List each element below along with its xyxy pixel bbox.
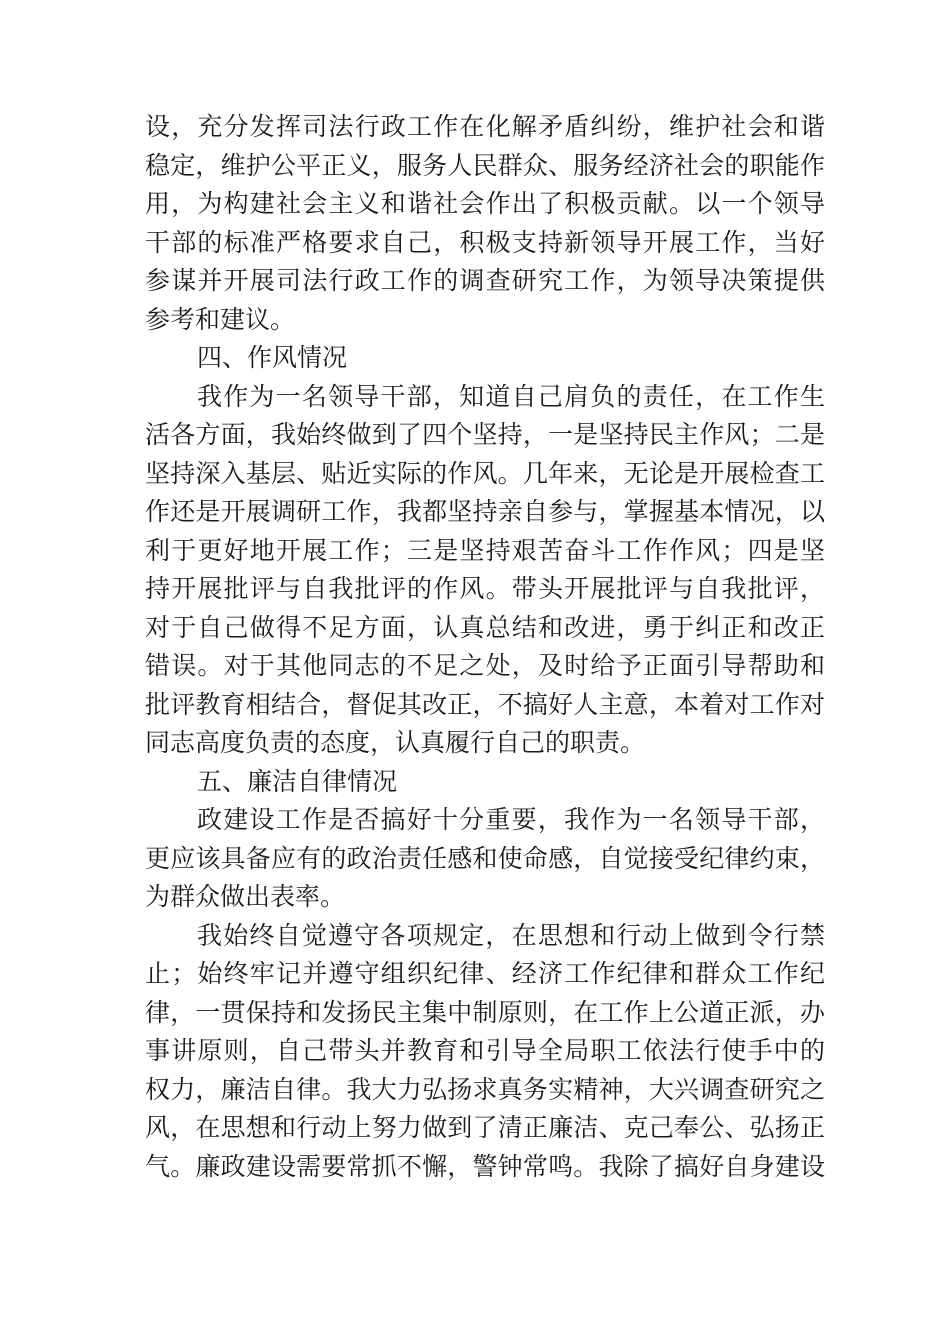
text-line: 稳定，维护公平正义，服务人民群众、服务经济社会的职能作 <box>145 150 825 180</box>
text-line: 权力，廉洁自律。我大力弘扬求真务实精神，大兴调查研究之 <box>145 1074 825 1104</box>
section-heading: 五、廉洁自律情况 <box>197 766 398 796</box>
text-line: 我始终自觉遵守各项规定，在思想和行动上做到令行禁 <box>197 920 825 950</box>
text-line: 我作为一名领导干部，知道自己肩负的责任，在工作生 <box>197 381 825 411</box>
text-line: 持开展批评与自我批评的作风。带头开展批评与自我批评， <box>145 574 825 603</box>
text-line: 止；始终牢记并遵守组织纪律、经济工作纪律和群众工作纪 <box>145 959 825 988</box>
text-line: 设，充分发挥司法行政工作在化解矛盾纠纷，维护社会和谐 <box>145 112 825 141</box>
text-line: 对于自己做得不足方面，认真总结和改进，勇于纠正和改正 <box>145 612 825 642</box>
text-line: 事讲原则，自己带头并教育和引导全局职工依法行使手中的 <box>145 1036 825 1065</box>
text-line: 作还是开展调研工作，我都坚持亲自参与，掌握基本情况，以 <box>145 497 825 526</box>
text-line: 同志高度负责的态度，认真履行自己的职责。 <box>145 728 646 757</box>
text-line: 干部的标准严格要求自己，积极支持新领导开展工作，当好 <box>145 227 825 257</box>
text-line: 错误。对于其他同志的不足之处，及时给予正面引导帮助和 <box>145 651 825 680</box>
text-line: 活各方面，我始终做到了四个坚持，一是坚持民主作风；二是 <box>145 420 825 449</box>
text-line: 参谋并开展司法行政工作的调查研究工作，为领导决策提供 <box>145 266 825 295</box>
text-line: 气。廉政建设需要常抓不懈，警钟常鸣。我除了搞好自身建设 <box>145 1151 825 1181</box>
text-line: 参考和建议。 <box>145 304 296 334</box>
text-line: 用，为构建社会主义和谐社会作出了积极贡献。以一个领导 <box>145 189 825 218</box>
text-line: 利于更好地开展工作；三是坚持艰苦奋斗工作作风；四是坚 <box>145 535 825 565</box>
text-line: 政建设工作是否搞好十分重要，我作为一名领导干部， <box>197 805 825 834</box>
text-line: 为群众做出表率。 <box>145 882 346 911</box>
document-body <box>145 108 825 1186</box>
text-line: 律，一贯保持和发扬民主集中制原则，在工作上公道正派，办 <box>145 997 825 1027</box>
text-line: 坚持深入基层、贴近实际的作风。几年来，无论是开展检查工 <box>145 458 825 488</box>
text-line: 更应该具备应有的政治责任感和使命感，自觉接受纪律约束， <box>145 843 825 873</box>
text-line: 批评教育相结合，督促其改正，不搞好人主意，本着对工作对 <box>145 689 825 719</box>
section-heading: 四、作风情况 <box>197 343 348 372</box>
text-line: 风，在思想和行动上努力做到了清正廉洁、克己奉公、弘扬正 <box>145 1113 825 1142</box>
